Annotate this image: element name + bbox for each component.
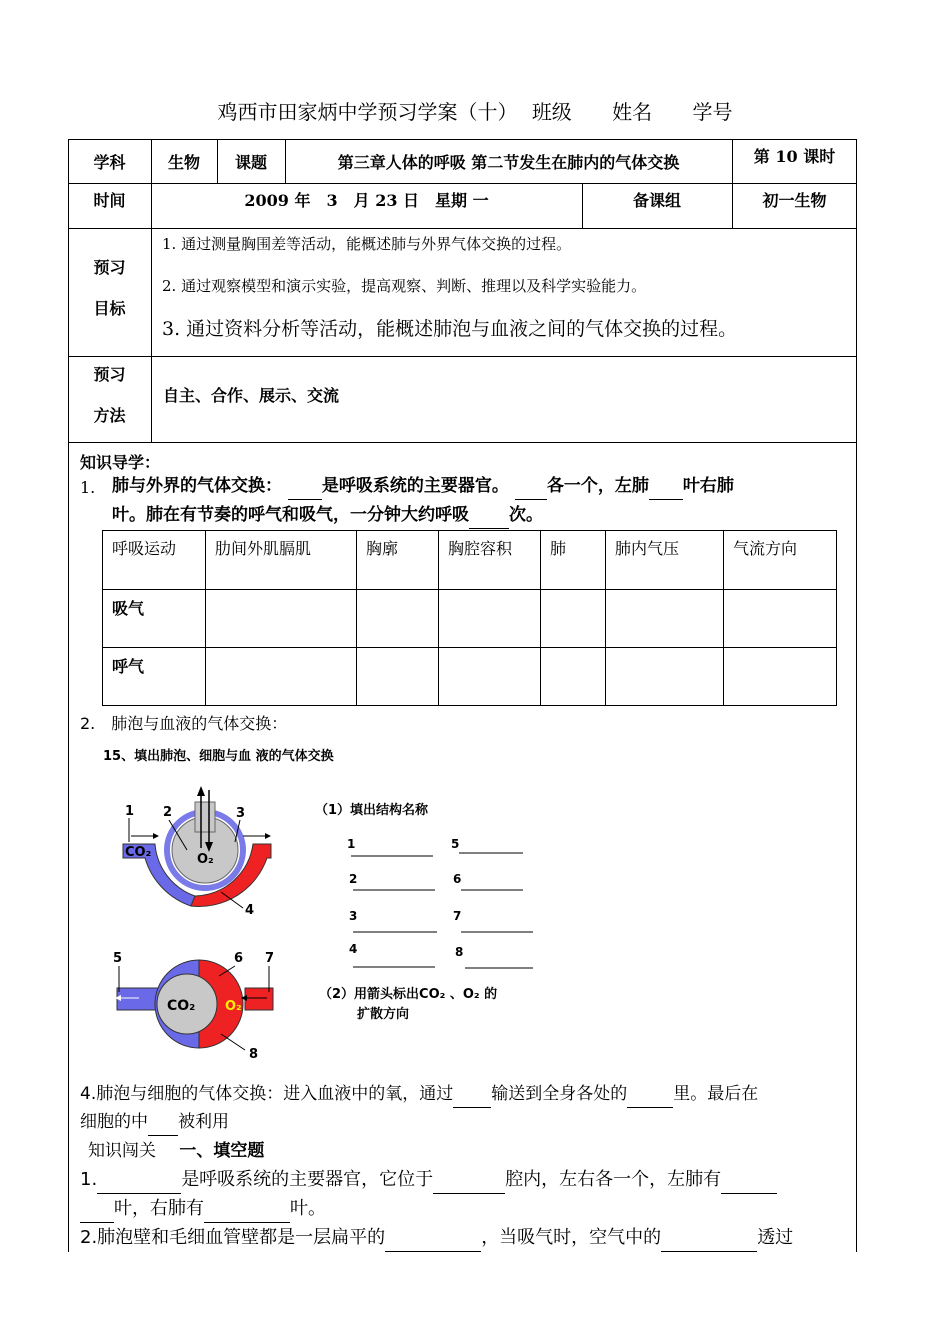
blank[interactable] xyxy=(148,1135,178,1136)
fill-num: 8 xyxy=(455,945,464,959)
divider xyxy=(151,139,152,442)
q4-line-2 xyxy=(80,1108,229,1136)
table-header: 胸腔容积 xyxy=(448,539,513,558)
table-header: 呼吸运动 xyxy=(112,539,177,558)
q4-text-d: 细胞的中 xyxy=(80,1112,148,1132)
fill-1-line-1 xyxy=(80,1166,777,1194)
goal-item-1: 1. 通过测量胸围差等活动，能概述肺与外界气体交换的过程。 xyxy=(162,235,572,253)
fill-num: 3 xyxy=(349,909,358,923)
f2-text-c: 透过 xyxy=(757,1227,794,1248)
divider xyxy=(605,530,606,706)
method-text: 自主、合作、展示、交流 xyxy=(163,386,340,405)
o2-label-2: O₂ xyxy=(225,999,242,1014)
fill-2-line-1 xyxy=(80,1224,793,1252)
row-label-inhale: 吸气 xyxy=(112,599,145,618)
time-label: 时间 xyxy=(93,191,126,210)
divider xyxy=(356,530,357,706)
fill-num: 4 xyxy=(349,942,358,956)
part2-line-2: 扩散方向 xyxy=(357,1007,410,1022)
table-header: 胸廓 xyxy=(366,539,399,558)
divider xyxy=(68,356,857,357)
goals-label-1: 预习 xyxy=(93,258,126,277)
f1-text-c: 叶，右肺有 xyxy=(114,1198,204,1219)
gas-exchange-figure xyxy=(95,738,555,1070)
part1-title: （1）填出结构名称 xyxy=(315,803,429,818)
title-name: 姓名 xyxy=(612,100,653,124)
checkpoint-label: 知识闯关 xyxy=(88,1141,156,1161)
num-1: 1 xyxy=(125,804,135,819)
table-header: 肺 xyxy=(550,539,567,558)
q4-text-e: 被利用 xyxy=(178,1112,229,1132)
num-5: 5 xyxy=(113,951,123,966)
title-number: 学号 xyxy=(692,100,733,124)
goal-item-2: 2. 通过观察模型和演示实验，提高观察、判断、推理以及科学实验能力。 xyxy=(162,277,647,295)
num-8: 8 xyxy=(249,1047,259,1062)
blank[interactable] xyxy=(515,499,547,500)
num-2: 2 xyxy=(163,805,173,820)
divider xyxy=(540,530,541,706)
group-label: 备课组 xyxy=(632,191,681,210)
q1-text-f: 次。 xyxy=(509,505,543,525)
airway xyxy=(195,802,215,832)
q4-line-1 xyxy=(80,1080,758,1108)
num-7: 7 xyxy=(265,951,275,966)
group-value: 初一生物 xyxy=(762,191,827,210)
blank[interactable] xyxy=(453,1107,491,1108)
title-class: 班级 xyxy=(531,100,572,124)
checkpoint-line xyxy=(88,1137,264,1165)
divider xyxy=(102,647,837,648)
co2-label: CO₂ xyxy=(125,845,152,860)
blank[interactable] xyxy=(469,528,509,529)
fill-num: 2 xyxy=(349,872,358,886)
period-value: 第 10 课时 xyxy=(753,147,836,166)
page-title xyxy=(0,96,950,125)
divider xyxy=(102,589,837,590)
q2-text: 2. 肺泡与血液的气体交换： xyxy=(80,714,288,733)
q4-text-a: 4.肺泡与细胞的气体交换：进入血液中的氧，通过 xyxy=(80,1084,454,1104)
num-3: 3 xyxy=(236,806,246,821)
f1-text-d: 叶。 xyxy=(290,1198,326,1219)
guide-heading: 知识导学： xyxy=(80,453,161,472)
q1-text-e: 叶。肺在有节奏的呼气和吸气，一分钟大约呼吸 xyxy=(112,505,469,525)
table-header: 气流方向 xyxy=(733,539,798,558)
blank[interactable] xyxy=(661,1251,757,1252)
blank[interactable] xyxy=(288,499,322,500)
blank[interactable] xyxy=(80,1222,114,1223)
table-header: 肋间外肌膈肌 xyxy=(215,539,312,558)
fill-1-line-2 xyxy=(80,1195,326,1223)
date-value: 2009 年 3 月 23 日 星期 一 xyxy=(244,191,489,210)
part2-line-1: （2）用箭头标出CO₂ 、O₂ 的 xyxy=(319,987,498,1002)
f1-text-a: 是呼吸系统的主要器官，它位于 xyxy=(181,1169,434,1190)
q1-text-a: 肺与外界的气体交换： xyxy=(112,476,282,496)
divider xyxy=(68,442,857,443)
f2-text-b: ，当吸气时，空气中的 xyxy=(481,1227,662,1248)
table-header: 肺内气压 xyxy=(615,539,680,558)
section-title: 一、填空题 xyxy=(179,1141,265,1161)
divider xyxy=(68,228,857,229)
row-label-exhale: 呼气 xyxy=(112,657,145,676)
num-4: 4 xyxy=(245,903,255,918)
blank[interactable] xyxy=(385,1251,481,1252)
figure-title: 15、填出肺泡、细胞与血 液的气体交换 xyxy=(103,749,334,764)
goals-label-2: 目标 xyxy=(93,299,126,318)
blank[interactable] xyxy=(721,1193,777,1194)
num-6: 6 xyxy=(234,951,244,966)
method-label-1: 预习 xyxy=(93,365,126,384)
goal-item-3: 3. 通过资料分析等活动，能概述肺泡与血液之间的气体交换的过程。 xyxy=(162,318,738,340)
subject-label: 学科 xyxy=(93,153,126,172)
q4-text-b: 输送到全身各处的 xyxy=(491,1084,628,1104)
blank[interactable] xyxy=(433,1193,505,1194)
co2-label-2: CO₂ xyxy=(167,998,196,1014)
blank[interactable] xyxy=(627,1107,673,1108)
q1-number: 1. xyxy=(80,478,96,497)
blank[interactable] xyxy=(204,1222,290,1223)
q4-text-c: 里。最后在 xyxy=(673,1084,759,1104)
divider xyxy=(68,183,857,184)
title-main: 鸡西市田家炳中学预习学案（十） xyxy=(217,100,518,124)
f1-num: 1. xyxy=(80,1169,98,1190)
fill-num: 7 xyxy=(453,909,462,923)
blank[interactable] xyxy=(649,499,683,500)
fill-num: 5 xyxy=(451,837,460,851)
method-label-2: 方法 xyxy=(93,406,126,425)
topic-value: 第三章人体的呼吸 第二节发生在肺内的气体交换 xyxy=(337,153,680,172)
q1-line-1 xyxy=(112,472,734,500)
divider xyxy=(205,530,206,706)
f1-text-b: 腔内，左右各一个，左肺有 xyxy=(505,1169,722,1190)
o2-label: O₂ xyxy=(197,852,214,867)
q1-text-d: 叶右肺 xyxy=(682,476,734,496)
q1-line-2 xyxy=(112,501,543,529)
divider xyxy=(723,530,724,706)
q1-text-b: 是呼吸系统的主要器官。 xyxy=(321,476,509,496)
f2-text-a: 2.肺泡壁和毛细血管壁都是一层扁平的 xyxy=(80,1227,386,1248)
fill-num: 6 xyxy=(453,872,462,886)
fill-num: 1 xyxy=(347,837,356,851)
blank[interactable] xyxy=(97,1193,181,1194)
subject-value: 生物 xyxy=(167,153,200,172)
q1-text-c: 各一个，左肺 xyxy=(546,476,649,496)
topic-label: 课题 xyxy=(234,153,267,172)
divider xyxy=(438,530,439,706)
